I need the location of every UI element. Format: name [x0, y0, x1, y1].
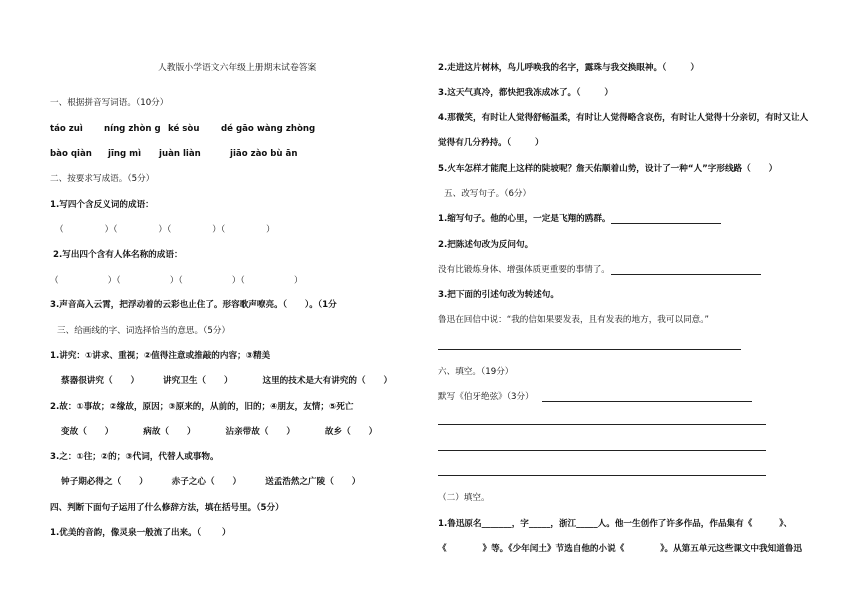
section-5-heading: 五、改写句子。（6分） [444, 189, 532, 199]
question-6-2: 1.鲁迅原名_______，字_____，浙江_____人。他一生创作了许多作品，作品集有《 》、 [438, 519, 793, 529]
pinyin-8: jiāo zào bù ān [230, 149, 298, 159]
question-3-3-options: 钟子期必得之（ ） 赤子之心（ ） 送孟浩然之广陵（ ） [61, 477, 361, 487]
question-6-1: 默写《伯牙绝弦》（3分） [438, 392, 534, 402]
question-5-2-text: 没有比锻炼身体、增强体质更重要的事情了。 [438, 265, 610, 275]
answer-line-6-1[interactable] [542, 401, 752, 402]
question-4-5: 5.火车怎样才能爬上这样的陡坡呢？詹天佑顺着山势，设计了一种“人”字形线路（ ） [438, 164, 778, 174]
question-3-1: 1.讲究：①讲求、重视；②值得注意或推敲的内容；③精美 [50, 351, 271, 361]
answer-line-6-3[interactable] [438, 450, 766, 451]
question-5-2: 2.把陈述句改为反问句。 [438, 240, 534, 250]
answer-line-6-2[interactable] [438, 424, 766, 425]
pinyin-5: bào qiàn [50, 149, 92, 159]
section-3-heading: 三、给画线的字、词选择恰当的意思。（5分） [57, 326, 231, 336]
pinyin-2: níng zhòn g [104, 124, 161, 134]
question-4-1: 1.优美的音韵，像灵泉一般流了出来。（ ） [50, 528, 231, 538]
question-2-3: 3.声音高入云霄，把浮动着的云彩也止住了。形容歌声嘹亮。（ ）。（1分 [50, 300, 337, 310]
question-3-2: 2.故：①事故；②缘故，原因；③原来的，从前的，旧的；④朋友，友情；⑤死亡 [50, 402, 354, 412]
pinyin-3: ké sòu [168, 124, 200, 134]
exam-title: 人教版小学语文六年级上册期末试卷答案 [158, 63, 317, 73]
answer-line-5-2[interactable] [611, 274, 761, 275]
question-3-2-options: 变故（ ） 病故（ ） 沾亲带故（ ） 故乡（ ） [61, 427, 378, 437]
section-2-heading: 二、按要求写成语。（5分） [50, 174, 155, 184]
question-4-2: 2.走进这片树林，鸟儿呼唤我的名字，露珠与我交换眼神。（ ） [438, 63, 699, 73]
pinyin-4: dé gāo wàng zhòng [221, 124, 316, 134]
question-5-3-text: 鲁迅在回信中说：“我的信如果要发表，且有发表的地方，我可以同意。” [438, 315, 710, 325]
question-5-1: 1.缩写句子。他的心里，一定是飞翔的鸥群。 [438, 214, 611, 224]
pinyin-1: táo zuì [50, 124, 83, 134]
section-6-heading: 六、填空。（19分） [438, 367, 514, 377]
section-1-heading: 一、根据拼音写词语。（10分） [50, 98, 169, 108]
answer-line-6-4[interactable] [438, 475, 766, 476]
question-2-1-blanks: （ ）（ ）（ ）（ ） [55, 225, 275, 235]
answer-line-5-3[interactable] [438, 349, 741, 350]
question-3-1-options: 蔡器很讲究（ ） 讲究卫生（ ） 这里的技术是大有讲究的（ ） [61, 376, 393, 386]
answer-line-5-1[interactable] [611, 223, 721, 224]
question-3-3: 3.之：①往；②的；③代词，代替人或事物。 [50, 452, 219, 462]
section-4-heading: 四、判断下面句子运用了什么修辞方法，填在括号里。（5分） [50, 503, 284, 513]
pinyin-6: jīng mì [108, 149, 142, 159]
question-5-3: 3.把下面的引述句改为转述句。 [438, 290, 559, 300]
question-4-4: 4.那微笑，有时让人觉得舒畅温柔，有时让人觉得略含哀伤，有时让人觉得十分亲切，有时又让人 [438, 113, 809, 123]
question-2-2-blanks: （ ）（ ）（ ）（ ） [50, 276, 303, 286]
question-4-4-cont: 觉得有几分矜持。（ ） [438, 138, 544, 148]
question-2-2: 2.写出四个含有人体名称的成语： [50, 250, 183, 260]
section-6-sub-heading: （二）填空。 [438, 493, 490, 503]
question-2-1: 1.写四个含反义词的成语： [50, 200, 154, 210]
question-6-2-cont: 《 》等。《少年闰土》节选自他的小说《 》。从第五单元这些课文中我知道鲁迅 [438, 544, 802, 554]
pinyin-7: juàn liàn [159, 149, 201, 159]
question-4-3: 3.这天气真冷，都快把我冻成冰了。（ ） [438, 88, 613, 98]
